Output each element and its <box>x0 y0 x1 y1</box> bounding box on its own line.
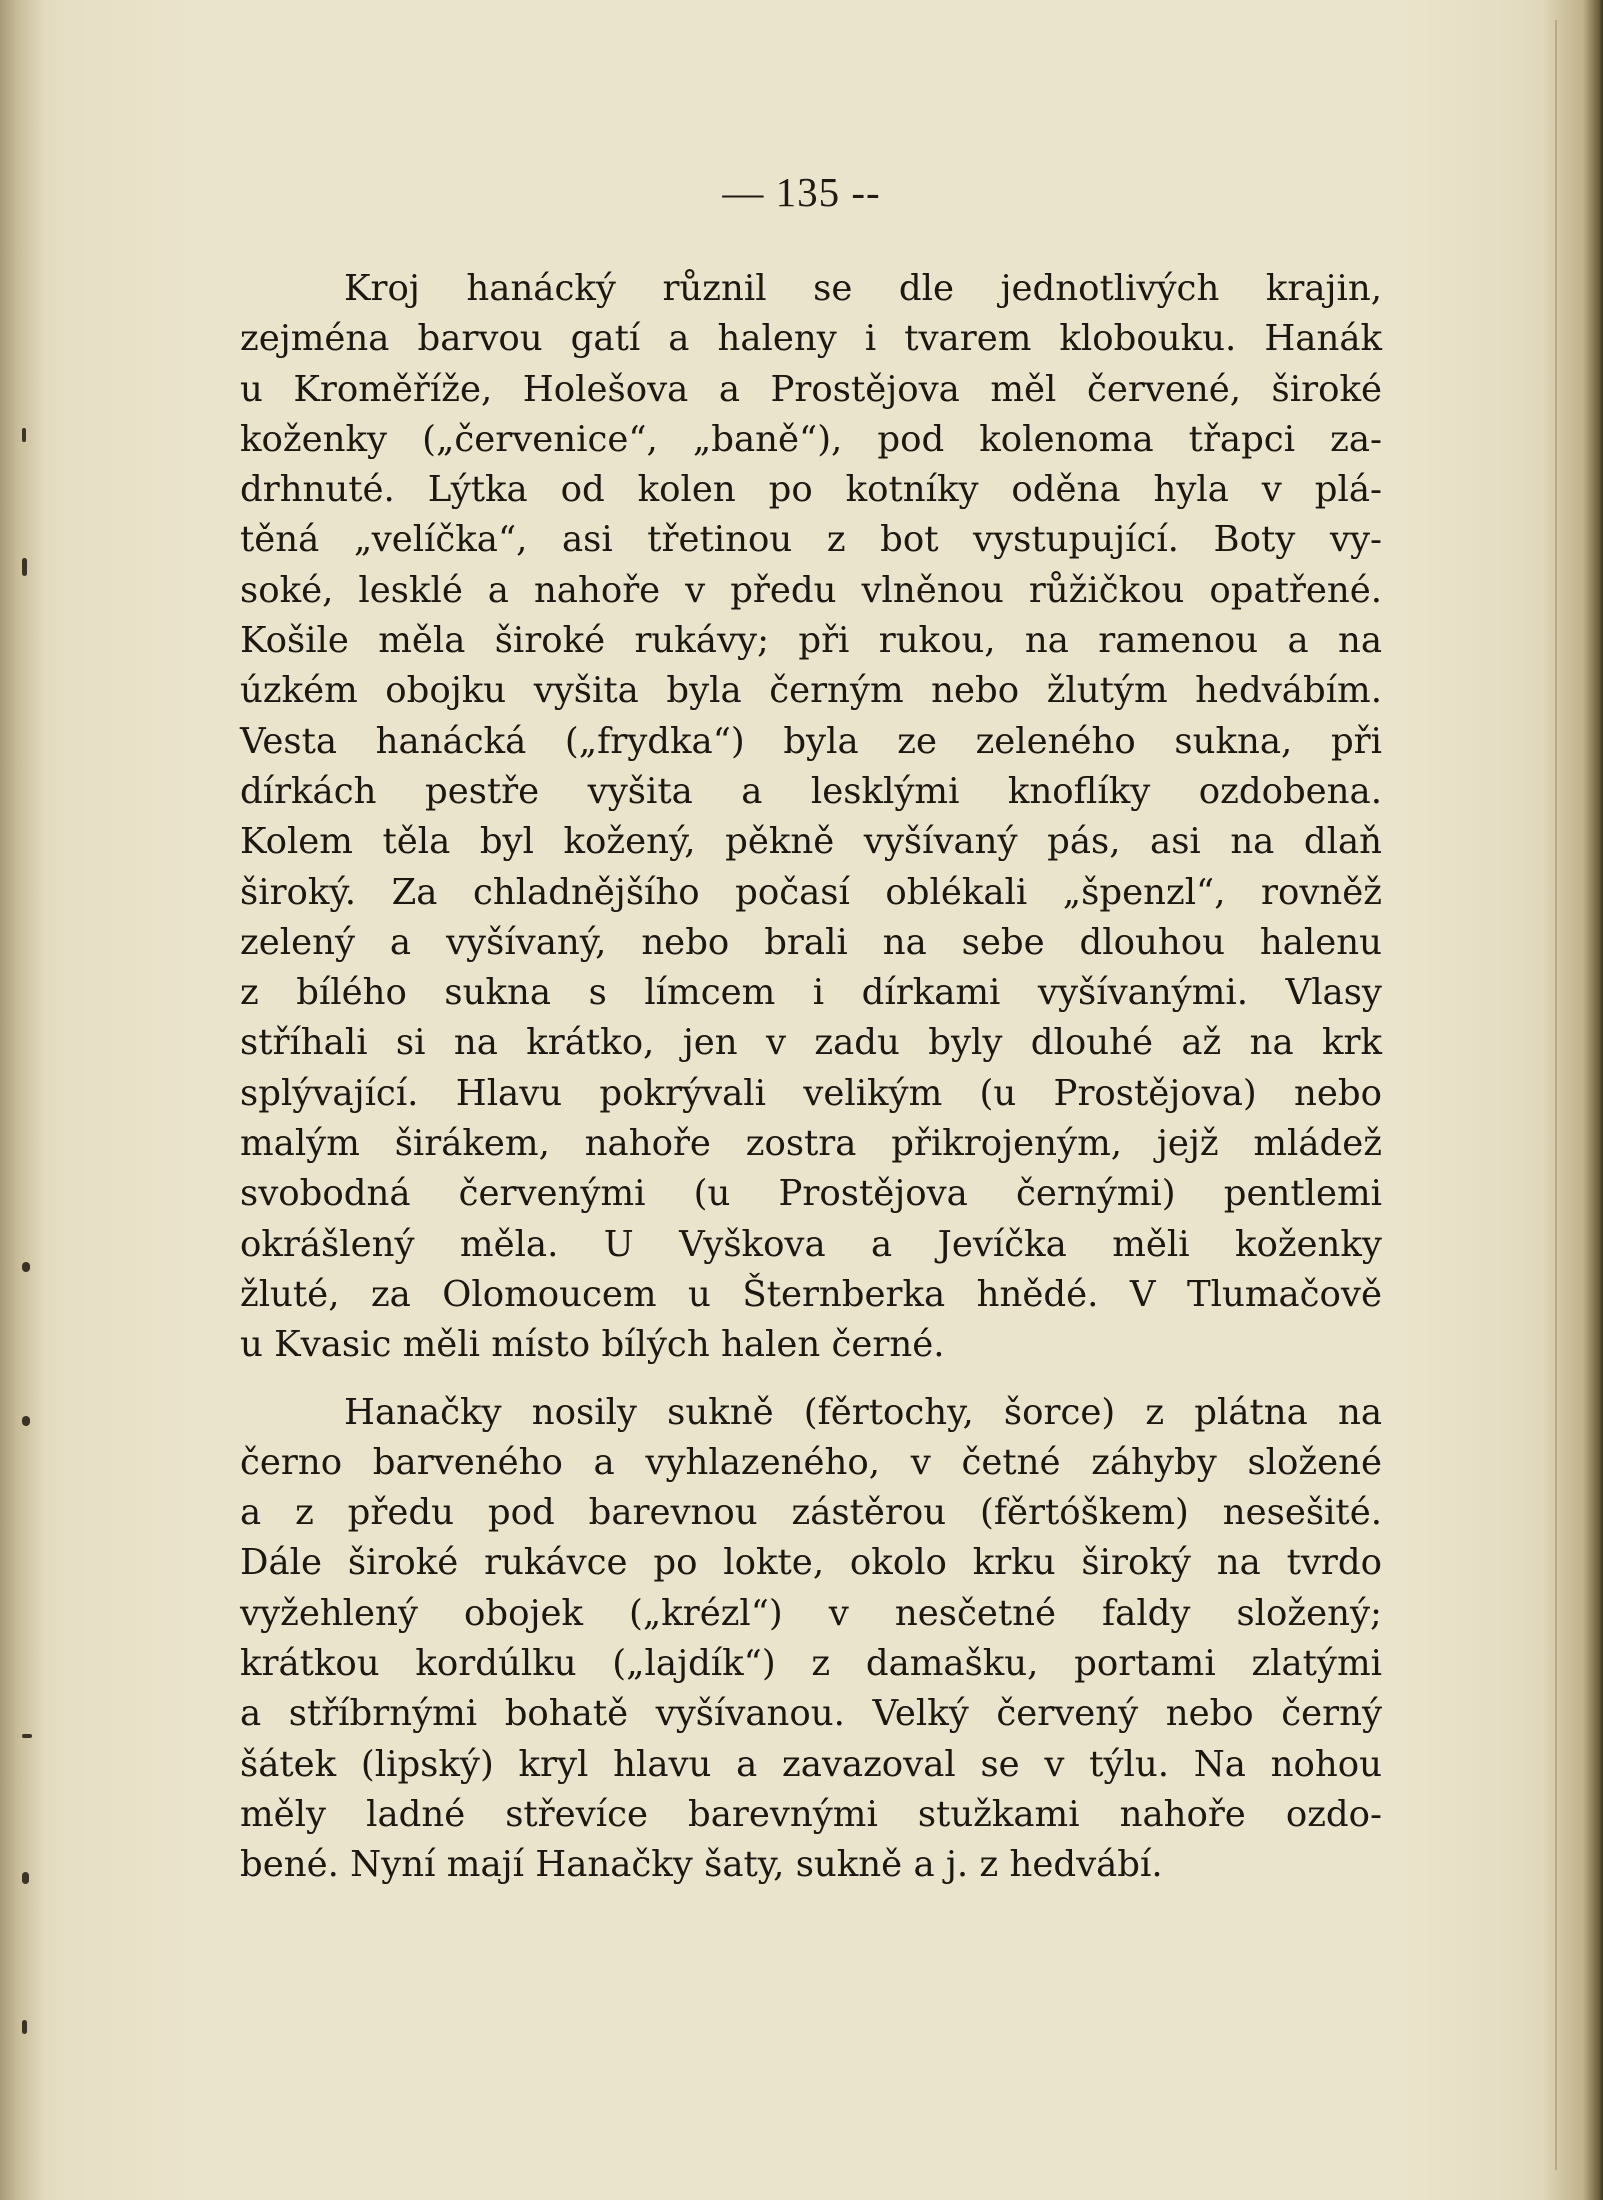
margin-speck <box>22 2020 27 2034</box>
text-line: krátkou kordúlku („lajdík“) z damašku, portami zlatými <box>240 1643 1382 1685</box>
text-line: široký. Za chladnějšího počasí oblékali „špenzl“, rovněž <box>240 871 1382 913</box>
text-line: Vesta hanácká („frydka“) byla ze zeleného sukna, při <box>240 720 1382 762</box>
text-line: Kroj hanácký různil se dle jednotlivých krajin, <box>344 268 1382 309</box>
margin-speck <box>22 1262 30 1272</box>
text-line: žluté, za Olomoucem u Šternberka hnědé. V Tlumačově <box>240 1273 1382 1315</box>
body-text <box>240 264 1382 1891</box>
text-line: malým širákem, nahoře zostra přikrojeným, jejž mládež <box>240 1123 1382 1165</box>
text-line: Košile měla široké rukávy; při rukou, na ramenou a na <box>240 620 1382 662</box>
text-line: bené. Nyní mají Hanačky šaty, sukně a j. z hedvábí. <box>240 1844 1163 1886</box>
margin-speck <box>22 1734 32 1738</box>
text-line: zejména barvou gatí a haleny i tvarem klobouku. Hanák <box>240 318 1382 360</box>
text-line: zelený a vyšívaný, nebo brali na sebe dlouhou halenu <box>240 921 1382 963</box>
text-line: úzkém obojku vyšita byla černým nebo žlutým hedvábím. <box>240 670 1382 712</box>
text-line: drhnuté. Lýtka od kolen po kotníky oděna hyla v plá- <box>240 469 1382 511</box>
text-line: u Kvasic měli místo bílých halen černé. <box>240 1324 945 1366</box>
text-line: splývající. Hlavu pokrývali velikým (u Prostějova) nebo <box>240 1072 1382 1114</box>
text-line: šátek (lipský) kryl hlavu a zavazoval se v týlu. Na nohou <box>240 1743 1382 1785</box>
text-line: z bílého sukna s límcem i dírkami vyšívanými. Vlasy <box>240 972 1382 1014</box>
text-line: a z předu pod barevnou zástěrou (fěrtóškem) nesešité. <box>240 1492 1382 1534</box>
text-line: vyžehlený obojek („krézl“) v nesčetné faldy složený; <box>240 1592 1382 1634</box>
text-line: měly ladné střevíce barevnými stužkami nahoře ozdo- <box>240 1793 1382 1835</box>
page-right-edge <box>1543 0 1603 2200</box>
margin-speck <box>22 1416 30 1426</box>
text-line: Hanačky nosily sukně (fěrtochy, šorce) z plátna na <box>344 1391 1382 1433</box>
text-line: soké, lesklé a nahoře v předu vlněnou růžičkou opatřené. <box>240 569 1382 611</box>
margin-speck <box>22 428 26 442</box>
text-line: černo barveného a vyhlazeného, v četné záhyby složené <box>240 1441 1382 1483</box>
text-line: a stříbrnými bohatě vyšívanou. Velký červený nebo černý <box>240 1693 1382 1735</box>
text-line: Dále široké rukávce po lokte, okolo krku široký na tvrdo <box>240 1542 1382 1584</box>
text-line: u Kroměříže, Holešova a Prostějova měl červené, široké <box>240 368 1382 410</box>
page-gutter-shadow <box>0 0 44 2200</box>
text-line: okrášlený měla. U Vyškova a Jevíčka měli koženky <box>240 1223 1382 1265</box>
text-line: dírkách pestře vyšita a lesklými knoflíky ozdobena. <box>240 770 1382 812</box>
text-line: svobodná červenými (u Prostějova černými) pentlemi <box>240 1173 1382 1215</box>
text-line: stříhali si na krátko, jen v zadu byly dlouhé až na krk <box>240 1022 1382 1064</box>
text-line: Kolem těla byl kožený, pěkně vyšívaný pás, asi na dlaň <box>240 821 1382 863</box>
margin-speck <box>22 558 27 576</box>
text-line: těná „velíčka“, asi třetinou z bot vystupující. Boty vy- <box>240 519 1382 561</box>
paragraph-kroj-hanacky <box>240 264 1382 1371</box>
text-line: koženky („červenice“, „baně“), pod kolenoma třapci za- <box>240 418 1382 460</box>
paragraph-hanacky <box>240 1388 1382 1891</box>
margin-speck <box>22 1872 29 1884</box>
page-number: — 135 -- <box>722 169 881 215</box>
